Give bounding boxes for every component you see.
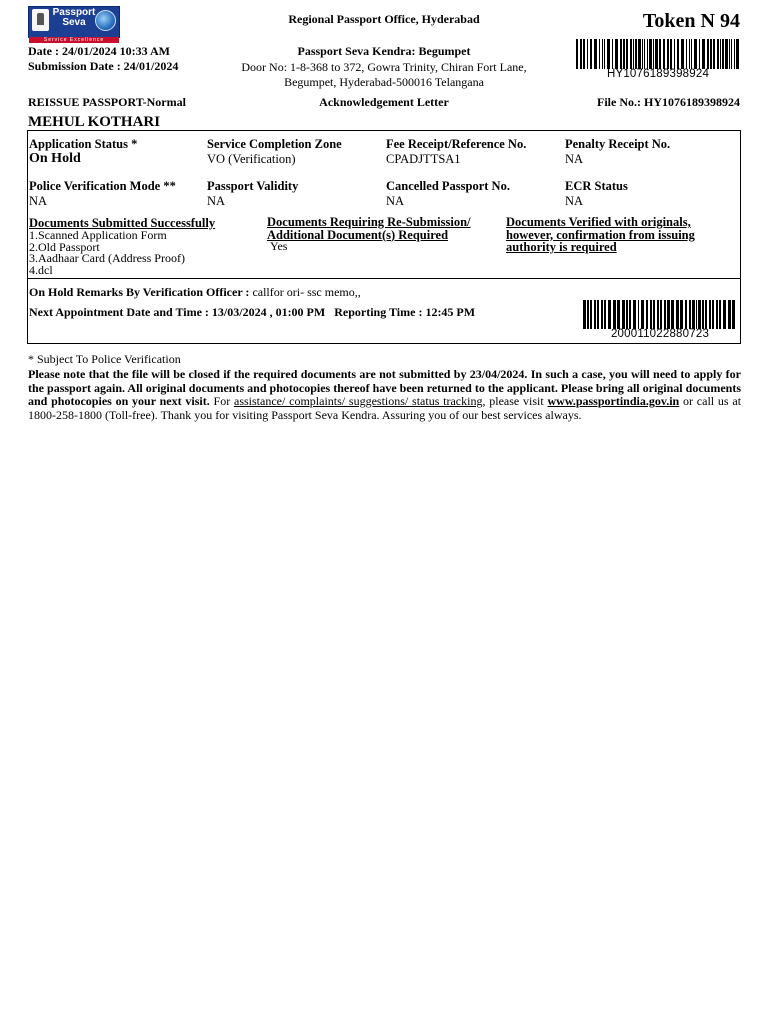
- ecr-status-label: ECR Status: [565, 179, 628, 193]
- barcode-bar: [612, 39, 613, 69]
- barcode-bar: [707, 39, 709, 69]
- barcode-bar: [638, 300, 639, 329]
- service-zone-label: Service Completion Zone: [207, 137, 342, 151]
- fee-receipt-value: CPADJTTSA1: [386, 152, 461, 166]
- logo-tagline: Service Excellence: [29, 37, 119, 43]
- barcode-bar: [655, 39, 658, 69]
- barcode-bar: [696, 300, 697, 329]
- file-barcode-number: HY1076189398924: [606, 68, 710, 80]
- barcode-bar: [587, 300, 589, 329]
- barcode-bar: [626, 39, 628, 69]
- barcode-bar: [716, 300, 718, 329]
- barcode-bar: [680, 300, 683, 329]
- barcode-bar: [646, 300, 648, 329]
- appointment-barcode: [583, 300, 737, 340]
- barcode-bar: [705, 300, 707, 329]
- passport-seva-logo: Passport Seva Service Excellence: [28, 6, 120, 38]
- barcode-bar: [702, 300, 704, 329]
- barcode-bar: [623, 39, 625, 69]
- passport-validity-value: NA: [207, 194, 226, 208]
- barcode-bar: [709, 300, 711, 329]
- barcode-bar: [580, 39, 582, 69]
- cancelled-passport-label: Cancelled Passport No.: [386, 179, 510, 193]
- barcode-bar: [647, 39, 648, 69]
- cancelled-passport-value: NA: [386, 194, 405, 208]
- barcode-bar: [590, 39, 592, 69]
- file-barcode-bars: [576, 39, 740, 69]
- barcode-bar: [677, 39, 679, 69]
- barcode-bar: [629, 300, 631, 329]
- barcode-bar: [692, 300, 695, 329]
- applicant-name: MEHUL KOTHARI: [28, 114, 161, 130]
- barcode-bar: [725, 39, 728, 69]
- barcode-bar: [659, 39, 661, 69]
- barcode-bar: [604, 300, 606, 329]
- globe-icon: [95, 10, 116, 31]
- barcode-bar: [576, 39, 578, 69]
- file-barcode: [576, 39, 740, 80]
- assistance-link[interactable]: assistance/ complaints/ suggestions/ status tracking: [234, 394, 483, 408]
- appointment-date-time: Next Appointment Date and Time : 13/03/2024 , 01:00 PM: [29, 305, 326, 319]
- barcode-bar: [731, 39, 732, 69]
- barcode-bar: [653, 300, 655, 329]
- barcode-bar: [685, 300, 687, 329]
- appointment-barcode-number: 200011022880723: [610, 328, 710, 340]
- barcode-bar: [617, 300, 620, 329]
- barcode-bar: [686, 39, 687, 69]
- closing-note: Please note that the file will be closed if the required documents are not submitted by 23/04/2024. In such a case, you will need to apply for the passport again. All original documents and photocopies thereof have been returned to the applicant. Please bring all original documents and photocopies on your next visit. For assistance/ complaints/ suggestions/ status tracking, please visit www.passportindia.gov.in or call us at 1800-258-1800 (Toll-free). Thank you for visiting Passport Seva Kendra. Assuring you of our best services always.: [28, 367, 742, 422]
- barcode-bar: [608, 300, 611, 329]
- document-title: Acknowledgement Letter: [319, 95, 449, 109]
- barcode-bar: [604, 39, 605, 69]
- file-number: File No.: HY1076189398924: [597, 95, 740, 109]
- barcode-bar: [729, 39, 730, 69]
- barcode-bar: [633, 300, 636, 329]
- barcode-bar: [649, 39, 652, 69]
- barcode-bar: [587, 39, 588, 69]
- barcode-bar: [667, 300, 670, 329]
- barcode-bar: [594, 300, 596, 329]
- documents-resubmission-title: Documents Requiring Re-Submission/ Additional Document(s) Required: [267, 215, 471, 242]
- barcode-bar: [613, 300, 616, 329]
- barcode-bar: [719, 300, 721, 329]
- on-hold-remarks: [29, 285, 361, 300]
- barcode-bar: [722, 39, 724, 69]
- barcode-bar: [689, 39, 690, 69]
- barcode-bar: [601, 300, 603, 329]
- barcode-bar: [644, 39, 645, 69]
- barcode-bar: [723, 300, 726, 329]
- barcode-bar: [635, 39, 637, 69]
- barcode-bar: [642, 39, 643, 69]
- barcode-bar: [607, 39, 610, 69]
- barcode-bar: [681, 39, 684, 69]
- remarks-value: callfor ori- ssc memo,,: [252, 285, 361, 299]
- police-verification-value: NA: [29, 194, 48, 208]
- application-status-value: On Hold: [29, 151, 81, 166]
- barcode-bar: [583, 39, 585, 69]
- remarks-label: On Hold Remarks By Verification Officer :: [29, 285, 250, 299]
- list-item: 4.dcl: [29, 262, 53, 277]
- token-number: Token N 94: [642, 10, 740, 32]
- barcode-bar: [599, 39, 600, 69]
- national-emblem-icon: [32, 9, 49, 31]
- barcode-bar: [602, 39, 603, 69]
- website-link[interactable]: www.passportindia.gov.in: [547, 394, 680, 408]
- barcode-bar: [674, 39, 675, 69]
- barcode-bar: [710, 39, 712, 69]
- barcode-bar: [622, 300, 625, 329]
- barcode-bar: [653, 39, 654, 69]
- barcode-bar: [676, 300, 679, 329]
- barcode-bar: [713, 39, 715, 69]
- barcode-bar: [699, 39, 700, 69]
- documents-submitted-list: [29, 230, 185, 276]
- divider-line: [27, 278, 741, 279]
- barcode-bar: [638, 39, 641, 69]
- documents-resubmission-value: Yes: [270, 239, 288, 253]
- address-line-2: Begumpet, Hyderabad-500016 Telangana: [284, 75, 484, 89]
- barcode-bar: [663, 39, 665, 69]
- passport-validity-label: Passport Validity: [207, 179, 299, 193]
- office-title: Regional Passport Office, Hyderabad: [288, 12, 480, 26]
- appointment-barcode-bars: [583, 300, 737, 329]
- barcode-bar: [694, 39, 697, 69]
- barcode-bar: [720, 39, 721, 69]
- barcode-bar: [691, 39, 692, 69]
- barcode-bar: [689, 300, 691, 329]
- kendra-name: Passport Seva Kendra: Begumpet: [297, 44, 471, 58]
- barcode-bar: [660, 300, 662, 329]
- barcode-bar: [702, 39, 705, 69]
- barcode-bar: [590, 300, 592, 329]
- date: Date : 24/01/2024 10:33 AM: [28, 44, 170, 58]
- penalty-receipt-label: Penalty Receipt No.: [565, 137, 671, 151]
- address-line-1: Door No: 1-8-368 to 372, Gowra Trinity, Chiran Fort Lane,: [241, 60, 527, 74]
- submission-date: Submission Date : 24/01/2024: [28, 59, 179, 73]
- subject-note: * Subject To Police Verification: [28, 352, 181, 366]
- barcode-bar: [728, 300, 731, 329]
- penalty-receipt-value: NA: [565, 152, 584, 166]
- barcode-bar: [594, 39, 597, 69]
- barcode-bar: [698, 300, 701, 329]
- list-item: 2.Old Passport: [29, 239, 100, 254]
- barcode-bar: [620, 39, 622, 69]
- police-verification-label: Police Verification Mode **: [29, 179, 176, 193]
- list-item: 3.Aadhaar Card (Address Proof): [29, 251, 185, 265]
- service-zone-value: VO (Verification): [207, 152, 296, 166]
- barcode-bar: [732, 300, 735, 329]
- documents-verified-title: Documents Verified with originals, however, confirmation from issuing authority is required: [506, 215, 695, 254]
- barcode-bar: [671, 300, 674, 329]
- application-status-label: Application Status *: [29, 137, 138, 151]
- next-appointment: [29, 305, 475, 320]
- barcode-bar: [734, 39, 735, 69]
- ecr-status-value: NA: [565, 194, 584, 208]
- barcode-bar: [641, 300, 644, 329]
- reporting-time: Reporting Time : 12:45 PM: [334, 305, 476, 319]
- barcode-bar: [712, 300, 714, 329]
- documents-submitted-title: Documents Submitted Successfully: [29, 216, 216, 230]
- barcode-bar: [615, 39, 618, 69]
- barcode-bar: [583, 300, 586, 329]
- barcode-bar: [630, 39, 632, 69]
- barcode-bar: [670, 39, 672, 69]
- barcode-bar: [657, 300, 659, 329]
- barcode-bar: [717, 39, 719, 69]
- fee-receipt-label: Fee Receipt/Reference No.: [386, 137, 527, 151]
- barcode-bar: [633, 39, 634, 69]
- barcode-bar: [667, 39, 669, 69]
- barcode-bar: [597, 300, 599, 329]
- closure-warning: Please note that the file will be closed if the required documents are not submitted by 23/04/2024. In such a case, you will need to apply for the passport again. All original documents and photocopies thereof have been returned to the applicant. Please bring all original documents and photocopies on your next visit.: [28, 367, 741, 408]
- barcode-bar: [736, 39, 739, 69]
- service-type: REISSUE PASSPORT-Normal: [28, 95, 186, 109]
- list-item: 1.Scanned Application Form: [29, 228, 167, 242]
- barcode-bar: [664, 300, 666, 329]
- barcode-bar: [650, 300, 652, 329]
- barcode-bar: [626, 300, 628, 329]
